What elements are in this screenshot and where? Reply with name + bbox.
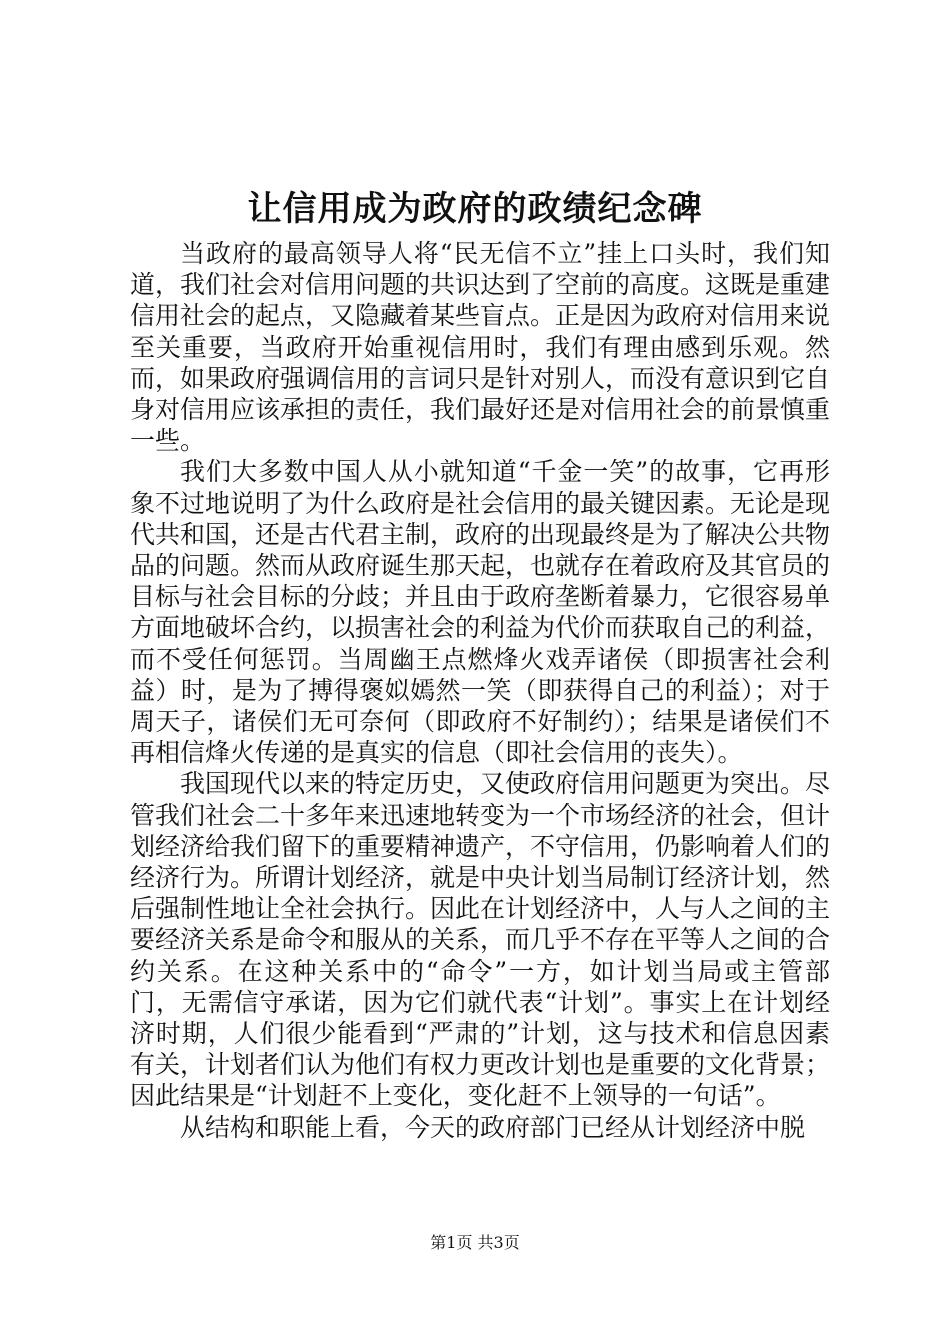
document-body bbox=[130, 238, 830, 1143]
paragraph-1: 当政府的最高领导人将“民无信不立”挂上口头时，我们知道，我们社会对信用问题的共识达到了空前的高度。这既是重建信用社会的起点，又隐藏着某些盲点。正是因为政府对信用来说至关重要，当政府开始重视信用时，我们有理由感到乐观。然而，如果政府强调信用的言词只是针对别人，而没有意识到它自身对信用应该承担的责任，我们最好还是对信用社会的前景慎重一些。 bbox=[130, 239, 831, 456]
paragraph-3: 我国现代以来的特定历史，又使政府信用问题更为突出。尽管我们社会二十多年来迅速地转变为一个市场经济的社会，但计划经济给我们留下的重要精神遗产，不守信用，仍影响着人们的经济行为。所谓计划经济，就是中央计划当局制订经济计划，然后强制性地让全社会执行。因此在计划经济中，人与人之间的主要经济关系是命令和服从的关系，而几乎不存在平等人之间的合约关系。在这种关系中的“命令”一方，如计划当局或主管部门，无需信守承诺，因为它们就代表“计划”。事实上在计划经济时期，人们很少能看到“严肃的”计划，这与技术和信息因素有关，计划者们认为他们有权力更改计划也是重要的文化背景；因此结果是“计划赶不上变化，变化赶不上领导的一句话”。 bbox=[130, 769, 831, 1111]
page-footer: 第1页 共3页 bbox=[430, 1233, 520, 1252]
paragraph-2: 我们大多数中国人从小就知道“千金一笑”的故事，它再形象不过地说明了为什么政府是社会信用的最关键因素。无论是现代共和国，还是古代君主制，政府的出现最终是为了解决公共物品的问题。然而从政府诞生那天起，也就存在着政府及其官员的目标与社会目标的分歧；并且由于政府垄断着暴力，它很容易单方面地破坏合约，以损害社会的利益为代价而获取自己的利益，而不受任何惩罚。当周幽王点燃烽火戏弄诸侯（即损害社会利益）时，是为了搏得褒姒嫣然一笑（即获得自己的利益）；对于周天子，诸侯们无可奈何（即政府不好制约）；结果是诸侯们不再相信烽火传递的是真实的信息（即社会信用的丧失）。 bbox=[130, 457, 831, 768]
paragraph-4: 从结构和职能上看，今天的政府部门已经从计划经济中脱 bbox=[180, 1112, 806, 1142]
document-title: 让信用成为政府的政绩纪念碑 bbox=[247, 189, 703, 229]
